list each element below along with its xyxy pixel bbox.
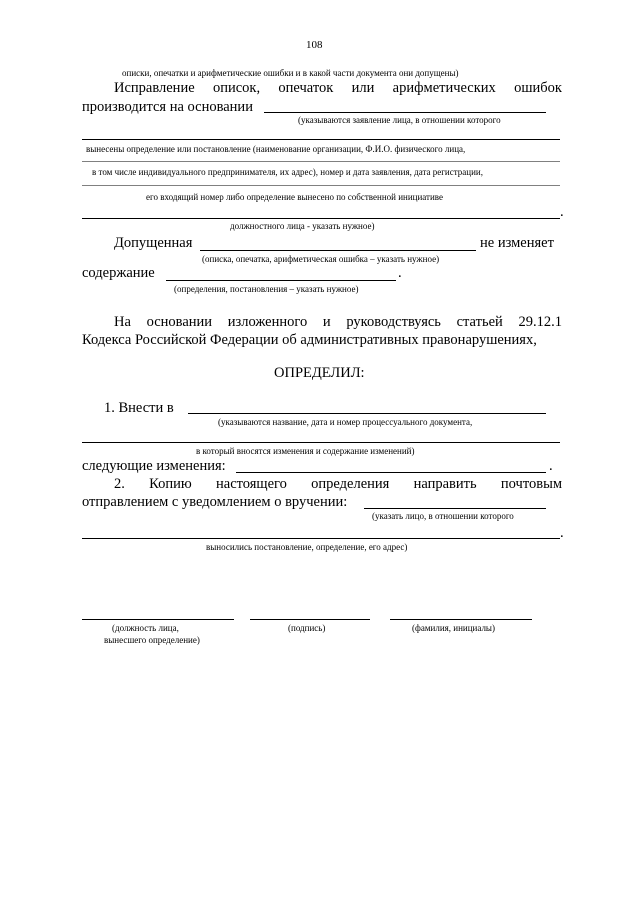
word: руководствуясь — [346, 314, 441, 330]
item2-recipient-fill-line[interactable] — [364, 508, 546, 509]
signature-sign-caption: (подпись) — [288, 623, 326, 633]
content-caption: (определения, постановления – указать нужное) — [174, 284, 359, 294]
word: направить — [413, 476, 477, 492]
word: арифметических — [392, 80, 496, 96]
signature-position-line[interactable] — [82, 619, 234, 620]
basis-caption-d: его входящий номер либо определение вынесено по собственной инициативе — [146, 192, 443, 202]
signature-name-caption: (фамилия, инициалы) — [412, 623, 495, 633]
basis-caption-c: в том числе индивидуального предпринимателя, их адрес), номер и дата заявления, дата регистрации, — [92, 167, 483, 177]
word: и — [322, 314, 331, 330]
signature-name-line[interactable] — [390, 619, 532, 620]
word: Исправление — [114, 80, 195, 96]
content-label: содержание — [82, 265, 155, 281]
item2-fill-line-2[interactable] — [82, 538, 560, 539]
item1-fill-line-2[interactable] — [82, 442, 560, 443]
content-fill-line[interactable] — [166, 280, 396, 281]
word: определения — [311, 476, 390, 492]
item2-line2: отправлением с уведомлением о вручении: — [82, 494, 348, 510]
word: или — [351, 80, 375, 96]
basis-fill-line-2[interactable] — [82, 139, 560, 140]
word: Копию — [149, 476, 192, 492]
item1-end-dot: . — [549, 458, 553, 474]
item2-line1 — [114, 477, 562, 492]
item1-caption-b: в который вносятся изменения и содержание изменений) — [196, 446, 415, 456]
signature-position-caption-b: вынесшего определение) — [104, 635, 200, 645]
word: описок, — [212, 80, 261, 96]
admitted-caption: (описка, опечатка, арифметическая ошибка – указать нужное) — [202, 254, 440, 264]
item1-caption-a: (указываются название, дата и номер процессуального документа, — [218, 417, 473, 427]
paragraph-grounds-line2: Кодекса Российской Федерации об административных правонарушениях, — [82, 332, 537, 348]
basis-caption-e: должностного лица - указать нужное) — [230, 221, 375, 231]
item2-caption-b: выносились постановление, определение, его адрес) — [206, 542, 408, 552]
item1-changes-label: следующие изменения: — [82, 458, 226, 474]
item1-changes-fill-line[interactable] — [236, 472, 546, 473]
word: 29.12.1 — [518, 314, 562, 330]
decision-heading: ОПРЕДЕЛИЛ: — [274, 365, 365, 381]
page-number: 108 — [306, 39, 323, 51]
word: опечаток — [278, 80, 334, 96]
word: почтовым — [500, 476, 562, 492]
word: изложенного — [227, 314, 308, 330]
basis-fill-line-5[interactable] — [82, 218, 560, 219]
signature-position-caption-a: (должность лица, — [112, 623, 179, 633]
basis-fill-line[interactable] — [264, 112, 546, 113]
item2-end-dot: . — [560, 525, 564, 541]
admitted-error-fill-line[interactable] — [200, 250, 476, 251]
basis-end-dot: . — [560, 204, 564, 220]
basis-fill-line-3[interactable] — [82, 161, 560, 162]
basis-fill-line-4[interactable] — [82, 185, 560, 186]
signature-sign-line[interactable] — [250, 619, 370, 620]
content-end-dot: . — [398, 265, 402, 281]
item1-label: 1. Внести в — [104, 400, 174, 416]
paragraph-correction-line2: производится на основании — [82, 99, 253, 115]
top-caption: описки, опечатки и арифметические ошибки и в какой части документа они допущены) — [122, 68, 459, 78]
basis-caption-a: (указываются заявление лица, в отношении которого — [298, 115, 501, 125]
admitted-tail: не изменяет — [480, 235, 554, 251]
word: настоящего — [216, 476, 287, 492]
word: статьей — [456, 314, 503, 330]
paragraph-grounds-line1 — [114, 315, 562, 330]
word: 2. — [114, 476, 125, 492]
item1-document-fill-line[interactable] — [188, 413, 546, 414]
paragraph-correction-line1 — [114, 81, 562, 96]
word: основании — [146, 314, 213, 330]
basis-caption-b: вынесены определение или постановление (наименование организации, Ф.И.О. физического лица, — [86, 144, 466, 154]
admitted-label: Допущенная — [114, 235, 193, 251]
word: ошибок — [514, 80, 562, 96]
item2-caption-a: (указать лицо, в отношении которого — [372, 511, 514, 521]
word: На — [114, 314, 131, 330]
